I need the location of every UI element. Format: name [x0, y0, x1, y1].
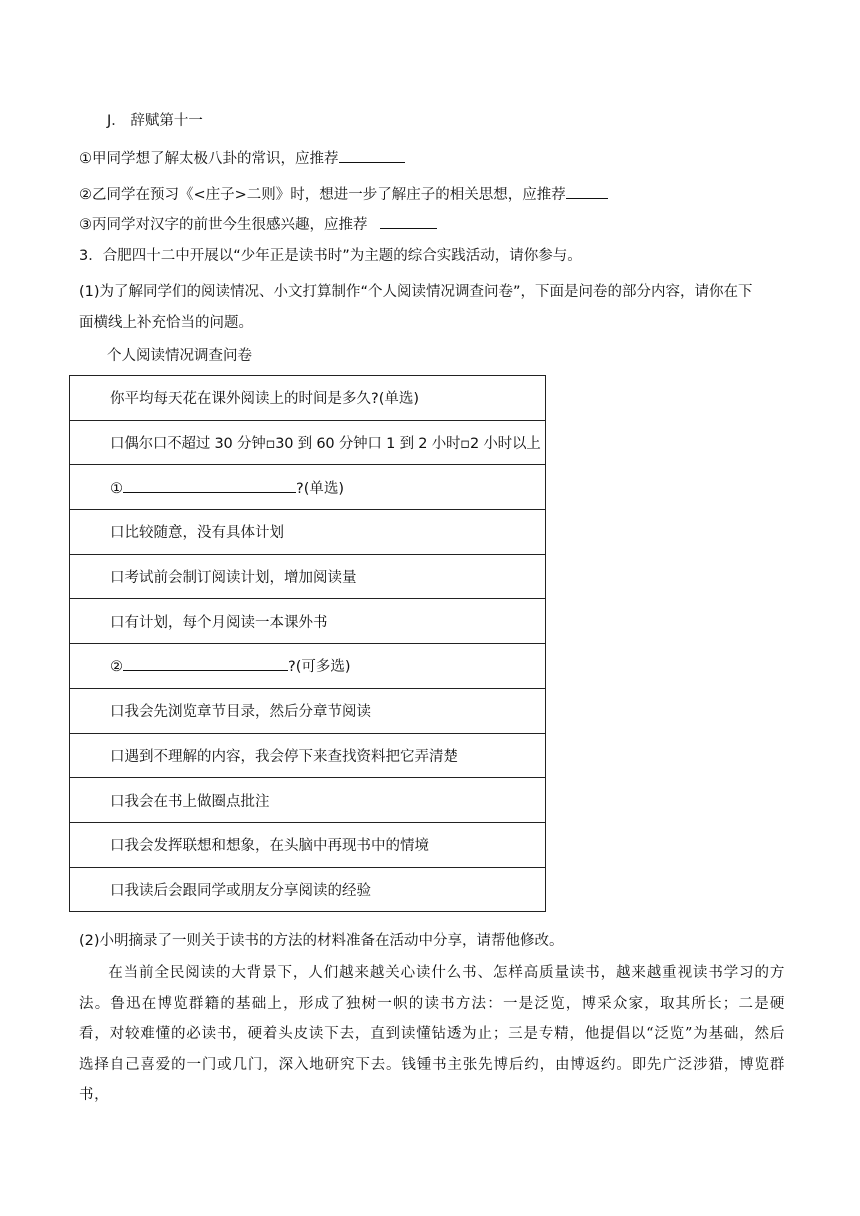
passage-text: 在当前全民阅读的大背景下，人们越来越关心读什么书、怎样高质量读书，越来越重视读书学习的方法。鲁迅在博览群籍的基础上，形成了独树一帜的读书方法：一是泛览，博采众家，取其所长；二是硬看，对较难懂的必读书，硬着头皮读下去，直到读懂钻透为止；三是专精，他提倡以“泛览”为基础，然后选择自己喜爱的一门或几门，深入地研究下去。钱锺书主张先博后约，由博返约。即先广泛涉猎，博览群书， — [79, 965, 785, 1104]
survey-option: 口我会发挥联想和想象，在头脑中再现书中的情境 — [70, 822, 546, 867]
table-row — [70, 822, 546, 867]
survey-option: 口考试前会制订阅读计划，增加阅读量 — [70, 554, 546, 599]
item-3-heading: 3．合肥四十二中开展以“少年正是读书时”为主题的综合实践活动，请你参与。 — [79, 248, 582, 264]
table-row — [70, 688, 546, 733]
survey-question-blank-2 — [70, 644, 546, 689]
survey-options-time: 口偶尔口不超过 30 分钟▫30 到 60 分钟口 1 到 2 小时▫2 小时以上 — [70, 420, 546, 465]
reading-passage — [79, 958, 785, 1111]
sub-question-1-line-a: (1)为了解同学们的阅读情况、小文打算制作“个人阅读情况调查问卷”，下面是问卷的部分内容，请你在下 — [79, 284, 753, 300]
survey-option: 口遇到不理解的内容，我会停下来查找资料把它弄清楚 — [70, 733, 546, 778]
survey-option: 口有计划，每个月阅读一本课外书 — [70, 599, 546, 644]
answer-blank-3[interactable] — [380, 213, 437, 229]
sub-question-2: (2)小明摘录了一则关于读书的方法的材料准备在活动中分享，请帮他修改。 — [79, 933, 564, 949]
table-row — [70, 554, 546, 599]
blank-1-suffix: ?(单选) — [296, 480, 345, 497]
table-row — [70, 733, 546, 778]
blank-number-1: ① — [110, 480, 123, 497]
question-2 — [79, 183, 608, 205]
answer-blank-1[interactable] — [339, 147, 405, 163]
survey-question-blank-1 — [70, 465, 546, 510]
question-1-text: ①甲同学想了解太极八卦的常识，应推荐 — [79, 151, 339, 167]
sub-question-1-line-b: 面横线上补充恰当的问题。 — [79, 315, 253, 331]
survey-answer-blank-2[interactable] — [123, 655, 288, 671]
question-3-text: ③丙同学对汉字的前世今生很感兴趣，应推荐 — [79, 217, 368, 233]
blank-number-2: ② — [110, 659, 123, 676]
table-row — [70, 465, 546, 510]
table-row — [70, 420, 546, 465]
table-row — [70, 644, 546, 689]
table-row — [70, 867, 546, 912]
table-row — [70, 599, 546, 644]
answer-blank-2[interactable] — [566, 183, 608, 199]
survey-option: 口我会在书上做圈点批注 — [70, 778, 546, 823]
survey-option: 口我会先浏览章节目录，然后分章节阅读 — [70, 688, 546, 733]
table-row — [70, 510, 546, 555]
option-j: J． 辞赋第十一 — [107, 113, 203, 129]
survey-answer-blank-1[interactable] — [123, 477, 296, 493]
question-1 — [79, 147, 405, 169]
survey-option: 口比较随意，没有具体计划 — [70, 510, 546, 555]
table-row — [70, 376, 546, 421]
blank-2-suffix: ?(可多选) — [288, 659, 351, 676]
survey-option: 口我读后会跟同学或朋友分享阅读的经验 — [70, 867, 546, 912]
survey-title: 个人阅读情况调查问卷 — [107, 348, 252, 364]
table-row — [70, 778, 546, 823]
survey-question-time: 你平均每天花在课外阅读上的时间是多久?(单选) — [70, 376, 546, 421]
question-3 — [79, 213, 437, 235]
question-2-text: ②乙同学在预习《<庄子>二则》时，想进一步了解庄子的相关思想，应推荐 — [79, 187, 566, 203]
survey-table — [69, 375, 546, 912]
